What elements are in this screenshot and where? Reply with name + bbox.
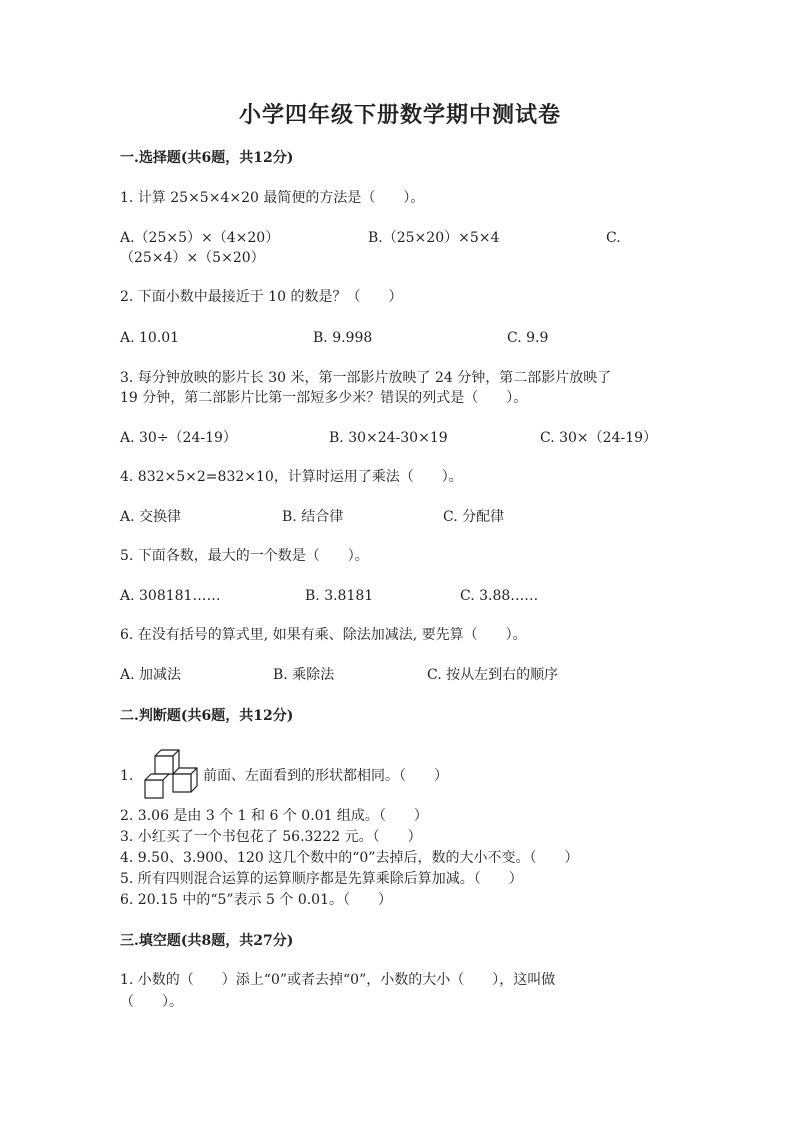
option: B. 乘除法 — [273, 667, 335, 683]
section-heading: 一.选择题(共6题，共12分) — [120, 150, 294, 166]
question-text: （ ）。 — [120, 994, 183, 1010]
question-text: 5. 下面各数，最大的一个数是（ ）。 — [120, 548, 369, 564]
question-text: 5. 所有四则混合运算的运算顺序都是先算乘除后算加减。（ ） — [120, 871, 523, 887]
option: A. 308181…… — [120, 588, 221, 604]
question-text: 19 分钟，第二部影片比第一部短多少米？错误的列式是（ ）。 — [120, 390, 528, 406]
question-text: 6. 20.15 中的“5”表示 5 个 0.01。（ ） — [120, 892, 392, 908]
option: A. 加减法 — [120, 667, 182, 683]
question-text: 2. 下面小数中最接近于 10 的数是？（ ） — [120, 289, 403, 305]
question-text: 4. 9.50、3.900、120 这几个数中的“0”去掉后，数的大小不变。（ ） — [120, 850, 579, 866]
section-heading: 三.填空题(共8题，共27分) — [120, 933, 294, 949]
page-title: 小学四年级下册数学期中测试卷 — [238, 102, 561, 128]
question-text: 2. 3.06 是由 3 个 1 和 6 个 0.01 组成。（ ） — [120, 808, 428, 824]
option: A. 交换律 — [120, 509, 182, 525]
question-text: 1. 小数的（ ）添上“0”或者去掉“0”，小数的大小（ ），这叫做 — [120, 972, 556, 988]
cube-stack-icon — [143, 748, 201, 804]
option: A.（25×5）×（4×20） — [120, 230, 280, 246]
option: C. 3.88…… — [460, 588, 539, 604]
option: C. 9.9 — [507, 330, 549, 346]
option: B. 9.998 — [313, 330, 373, 346]
question-text: 1. 计算 25×5×4×20 最简便的方法是（ ）。 — [120, 190, 425, 206]
option: B.（25×20）×5×4 — [368, 230, 500, 246]
question-text: 前面、左面看到的形状都相同。（ ） — [203, 768, 448, 784]
question-text: 3. 小红买了一个书包花了 56.3222 元。（ ） — [120, 829, 422, 845]
option: B. 30×24-30×19 — [329, 430, 448, 446]
option: B. 3.8181 — [305, 588, 374, 604]
section-heading: 二.判断题(共6题，共12分) — [120, 708, 294, 724]
option: A. 30÷（24-19） — [120, 430, 237, 446]
question-text: 4. 832×5×2=832×10，计算时运用了乘法（ ）。 — [120, 469, 463, 485]
option: （25×4）×（5×20） — [120, 250, 265, 266]
option: C. 30×（24-19） — [540, 430, 658, 446]
option: C. 分配律 — [443, 509, 505, 525]
option: C. 按从左到右的顺序 — [427, 667, 559, 683]
question-number: 1. — [120, 768, 134, 784]
option: A. 10.01 — [120, 330, 180, 346]
option: C. — [606, 230, 621, 246]
question-text: 3. 每分钟放映的影片长 30 米，第一部影片放映了 24 分钟，第二部影片放映了 — [120, 370, 612, 386]
question-text: 6. 在没有括号的算式里, 如果有乘、除法加减法, 要先算（ ）。 — [120, 627, 527, 643]
option: B. 结合律 — [282, 509, 344, 525]
